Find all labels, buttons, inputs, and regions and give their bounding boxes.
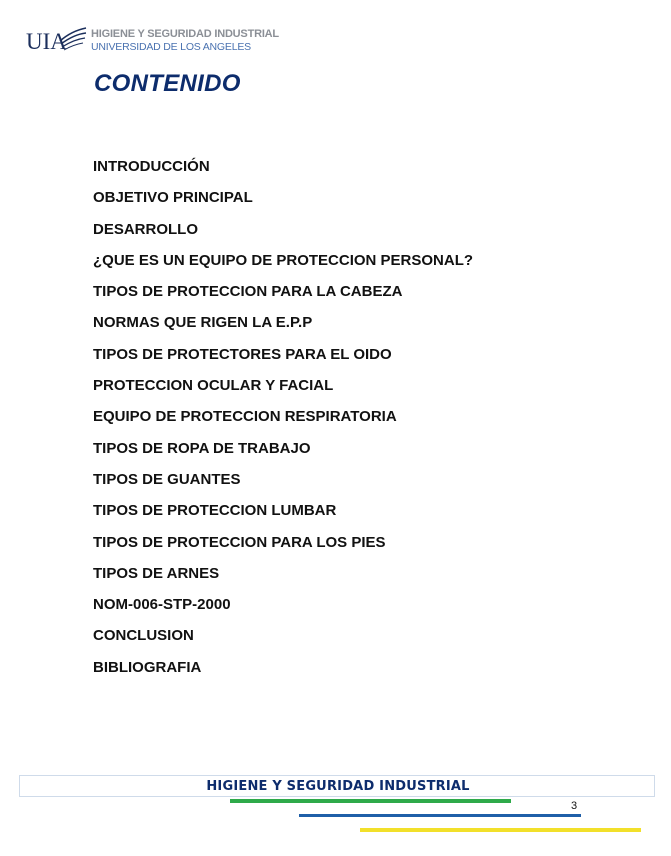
toc-item: NORMAS QUE RIGEN LA E.P.P [93, 314, 313, 332]
logo-program-name: HIGIENE Y SEGURIDAD INDUSTRIAL [91, 27, 279, 40]
toc-item: DESARROLLO [93, 220, 198, 238]
footer-green-bar [230, 799, 511, 803]
footer-yellow-bar [360, 828, 641, 832]
toc-item: TIPOS DE GUANTES [93, 470, 241, 488]
toc-item: TIPOS DE PROTECCION PARA LOS PIES [93, 533, 386, 551]
toc-item: OBJETIVO PRINCIPAL [93, 189, 253, 207]
page-number: 3 [571, 800, 578, 812]
toc-item: BIBLIOGRAFIA [93, 658, 202, 676]
logo-text [91, 28, 279, 53]
toc-item: TIPOS DE PROTECTORES PARA EL OIDO [93, 345, 392, 363]
toc-item: INTRODUCCIÓN [93, 158, 210, 175]
footer-blue-bar [299, 814, 581, 817]
svg-text:UIA: UIA [26, 29, 67, 54]
table-of-contents [93, 155, 473, 687]
document-header [26, 24, 279, 56]
toc-item: TIPOS DE ARNES [93, 564, 220, 582]
toc-item: TIPOS DE PROTECCION LUMBAR [93, 502, 337, 520]
toc-item: TIPOS DE ROPA DE TRABAJO [93, 439, 311, 457]
uia-logo-icon [26, 24, 88, 56]
toc-item: ¿QUE ES UN EQUIPO DE PROTECCION PERSONAL? [93, 251, 474, 269]
footer-title: HIGIENE Y SEGURIDAD INDUSTRIAL [206, 779, 470, 794]
toc-item: EQUIPO DE PROTECCION RESPIRATORIA [93, 408, 397, 426]
logo-university-name: UNIVERSIDAD DE LOS ANGELES [91, 40, 251, 53]
toc-item: TIPOS DE PROTECCION PARA LA CABEZA [93, 283, 403, 301]
toc-item: PROTECCION OCULAR Y FACIAL [93, 377, 334, 395]
toc-item: CONCLUSION [93, 627, 194, 645]
page-title: CONTENIDO [94, 70, 241, 97]
toc-item: NOM-006-STP-2000 [93, 596, 231, 614]
